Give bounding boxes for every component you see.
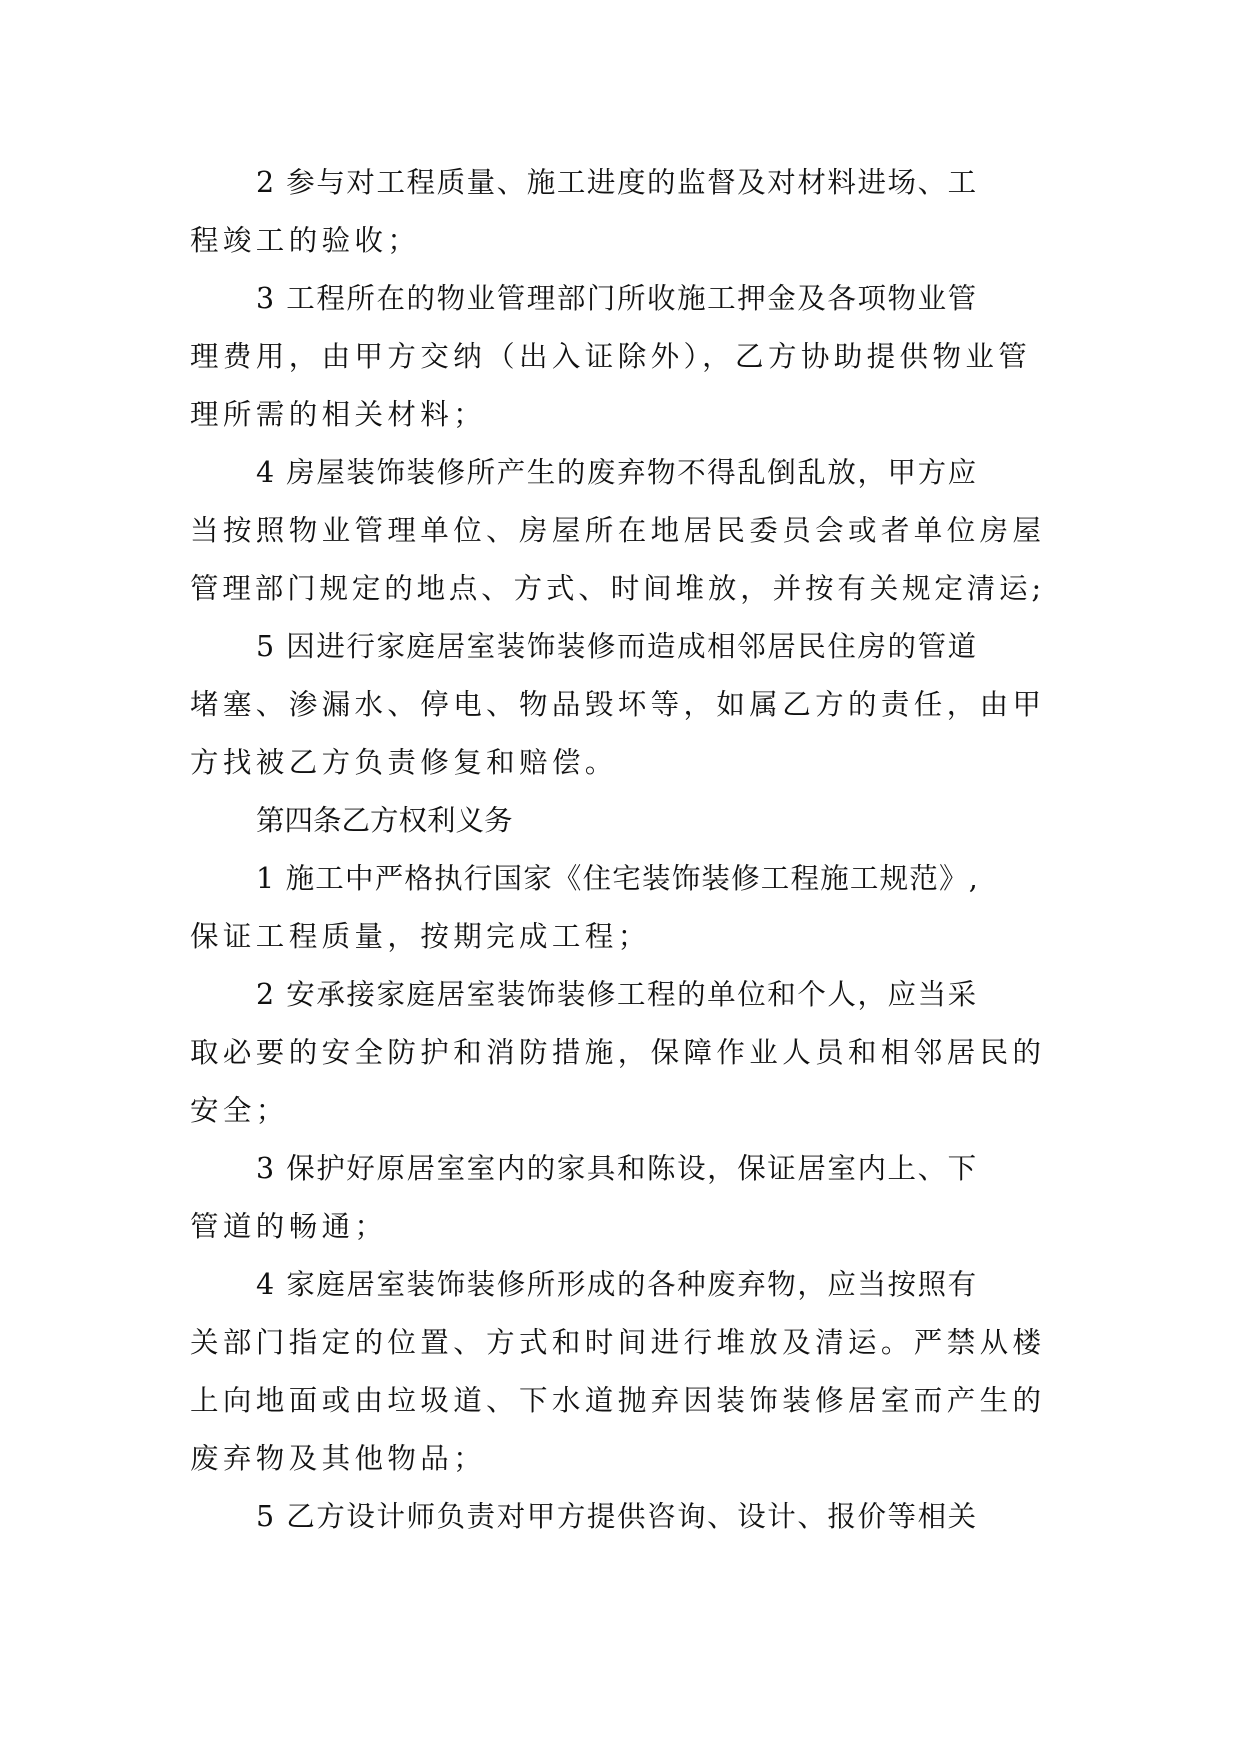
text-line: 3 保护好原居室室内的家具和陈设，保证居室内上、下: [256, 1152, 978, 1185]
paragraph-2-safety-measures: [190, 966, 1050, 1140]
text-line: 上向地面或由垃圾道、下水道抛弃因装饰装修居室而产生的: [190, 1384, 1046, 1417]
document-body: [190, 154, 1050, 1546]
text-line: 2 参与对工程质量、施工进度的监督及对材料进场、工: [256, 166, 978, 199]
text-line: 取必要的安全防护和消防措施，保障作业人员和相邻居民的: [190, 1036, 1046, 1069]
text-line: 第四条乙方权利义务: [256, 804, 513, 837]
section-heading-article-4: [190, 792, 1050, 850]
text-line: 管道的畅通；: [190, 1210, 388, 1243]
paragraph-5-designer-duties: [190, 1488, 1050, 1546]
text-line: 废弃物及其他物品；: [190, 1442, 487, 1475]
text-line: 管理部门规定的地点、方式、时间堆放，并按有关规定清运;: [190, 572, 1046, 605]
paragraph-4-waste-disposal: [190, 444, 1050, 618]
text-line: 4 家庭居室装饰装修所形成的各种废弃物，应当按照有: [256, 1268, 978, 1301]
text-line: 5 因进行家庭居室装饰装修而造成相邻居民住房的管道: [256, 630, 978, 663]
paragraph-5-neighbor-damage: [190, 618, 1050, 792]
paragraph-2-supervision: [190, 154, 1050, 270]
text-line: 3 工程所在的物业管理部门所收施工押金及各项物业管: [256, 282, 978, 315]
text-line: 理费用，由甲方交纳（出入证除外），乙方协助提供物业管: [190, 340, 1032, 373]
text-line: 2 安承接家庭居室装饰装修工程的单位和个人，应当采: [256, 978, 978, 1011]
text-line: 当按照物业管理单位、房屋所在地居民委员会或者单位房屋: [190, 514, 1046, 547]
text-line: 关部门指定的位置、方式和时间进行堆放及清运。严禁从楼: [190, 1326, 1046, 1359]
text-line: 安全；: [190, 1094, 289, 1127]
text-line: 程竣工的验收；: [190, 224, 421, 257]
paragraph-3-property-fees: [190, 270, 1050, 444]
text-line: 方找被乙方负责修复和赔偿。: [190, 746, 618, 779]
text-line: 5 乙方设计师负责对甲方提供咨询、设计、报价等相关: [256, 1500, 978, 1533]
paragraph-1-construction-standards: [190, 850, 1050, 966]
text-line: 保证工程质量，按期完成工程；: [190, 920, 651, 953]
text-line: 堵塞、渗漏水、停电、物品毁坏等，如属乙方的责任，由甲: [190, 688, 1046, 721]
paragraph-4-waste-handling: [190, 1256, 1050, 1488]
text-line: 理所需的相关材料；: [190, 398, 487, 431]
paragraph-3-furniture-protection: [190, 1140, 1050, 1256]
text-line: 4 房屋装饰装修所产生的废弃物不得乱倒乱放，甲方应: [256, 456, 978, 489]
text-line: 1 施工中严格执行国家《住宅装饰装修工程施工规范》,: [256, 862, 979, 895]
